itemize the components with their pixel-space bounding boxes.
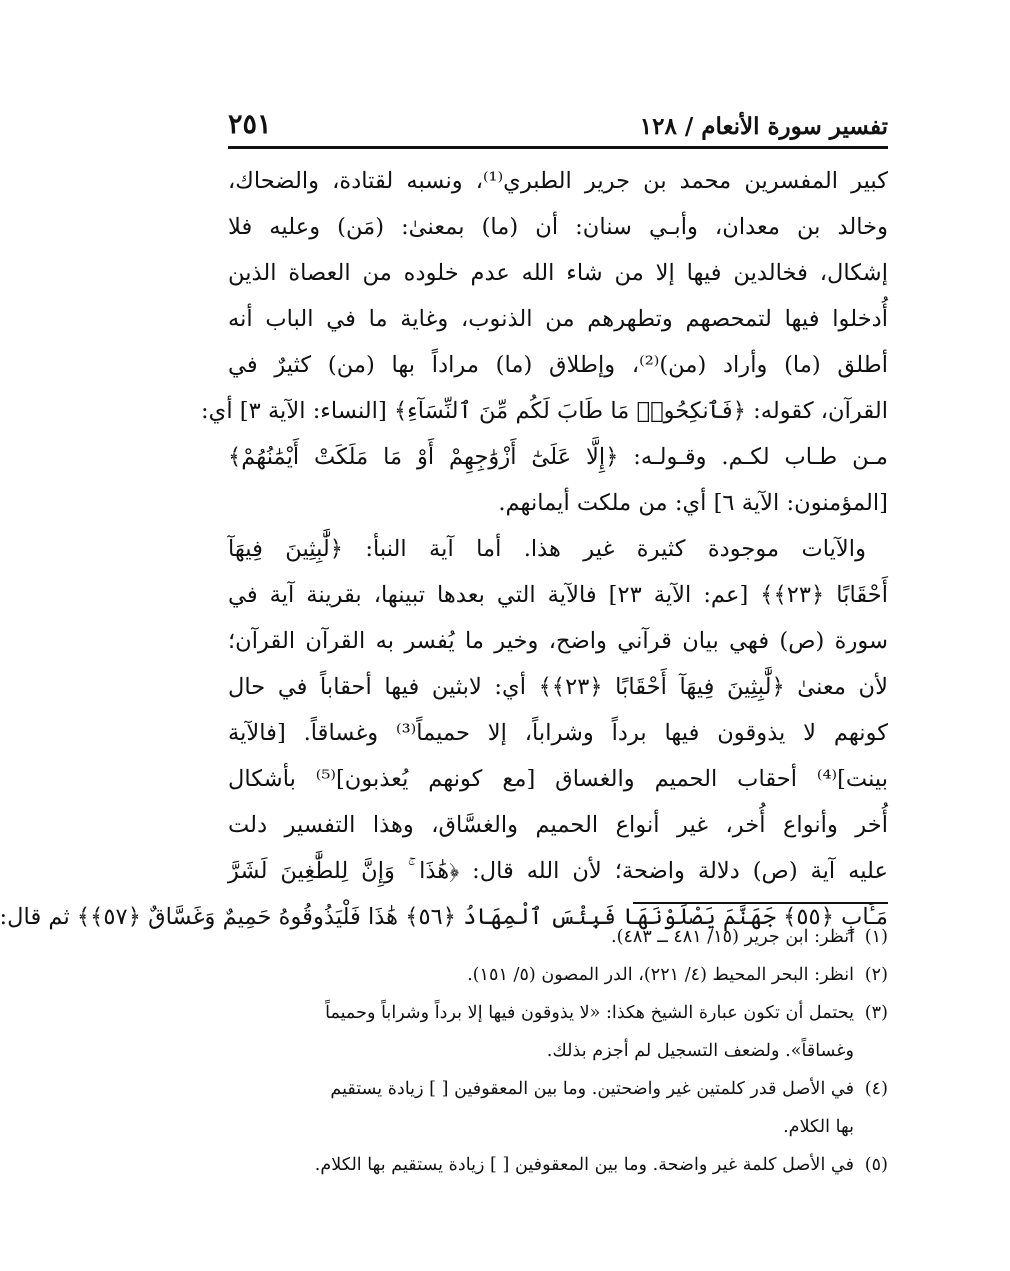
- footnote-number: (٢): [864, 965, 888, 985]
- text-line: القرآن، كقوله: ﴿فَٱنكِحُوا۟ مَا طَابَ لَكُم مِّنَ ٱلنِّسَآءِ﴾ [النساء: الآية ٣] أي:: [201, 398, 888, 424]
- text-line: مـن طـاب لكـم. وقـولـه: ﴿إِلَّا عَلَىٰٓ أَزْوَٰجِهِمْ أَوْ مَا مَلَكَتْ أَيْمَٰنُهُمْ﴾: [228, 444, 888, 470]
- footnote-4-continued: بها الكلام.: [783, 1117, 854, 1137]
- text-line: مَـَٔابٍ ﴿٥٥﴾ جَهَنَّمَ يَصْلَوْنَهَا فَبِئْسَ ٱلْمِهَادُ ﴿٥٦﴾ هَٰذَا فَلْيَذُوقُوهُ حَمِيمٌ وَغَسَّاقٌ ﴿٥٧﴾﴾ ثم قال:: [0, 904, 888, 930]
- text-line: عليه آية (ص) دلالة واضحة؛ لأن الله قال: ﴿هَٰذَا ۚ وَإِنَّ لِلطَّٰغِينَ لَشَرَّ: [228, 858, 888, 884]
- page-header: [228, 96, 888, 140]
- text-line: سورة (ص) فهي بيان قرآني واضح، وخير ما يُفسر به القرآن القرآن؛: [228, 628, 888, 654]
- text-line: بينت]⁽⁴⁾ أحقاب الحميم والغساق [مع كونهم يُعذبون]⁽⁵⁾ بأشكال: [228, 766, 888, 792]
- footnotes: [228, 918, 888, 1184]
- text-line: إشكال، فخالدين فيها إلا من شاء الله عدم خلوده من العصاة الذين: [228, 260, 888, 286]
- footnote-text: في الأصل كلمة غير واضحة. وما بين المعقوفين [ ] زيادة يستقيم بها الكلام.: [314, 1155, 854, 1175]
- footnote-text: انظر: البحر المحيط (٤/ ٢٢١)، الدر المصون (٥/ ١٥١).: [467, 965, 854, 985]
- footnote-text: يحتمل أن تكون عبارة الشيخ هكذا: «لا يذوقون فيها إلا برداً وشراباً وحميماً: [325, 1003, 854, 1023]
- text-line: [المؤمنون: الآية ٦] أي: من ملكت أيمانهم.: [498, 490, 888, 516]
- text-line: والآيات موجودة كثيرة غير هذا. أما آية النبأ: ﴿لَّٰبِثِينَ فِيهَآ: [228, 536, 866, 562]
- text-line: كبير المفسرين محمد بن جرير الطبري⁽¹⁾، ونسبه لقتادة، والضحاك،: [228, 168, 888, 194]
- footnote-number: (٤): [864, 1079, 888, 1099]
- footnote-separator: [633, 902, 888, 904]
- text-line: لأن معنىٰ ﴿لَّٰبِثِينَ فِيهَآ أَحْقَابًا ﴿٢٣﴾﴾ أي: لابثين فيها أحقاباً في حال: [228, 674, 889, 700]
- main-text: [0, 158, 889, 940]
- text-line: أطلق (ما) وأراد (من)⁽²⁾، وإطلاق (ما) مراداً بها (من) كثيرٌ في: [228, 352, 888, 378]
- footnote-text: في الأصل قدر كلمتين غير واضحتين. وما بين المعقوفين [ ] زيادة يستقيم: [330, 1079, 854, 1099]
- footnote-number: (٣): [864, 1003, 888, 1023]
- footnote-text: انظر: ابن جرير (١٥/ ٤٨١ ــ ٤٨٣).: [611, 927, 854, 947]
- text-line: أُخر وأنواع أُخر، غير أنواع الحميم والغسَّاق، وهذا التفسير دلت: [228, 812, 888, 838]
- footnote-number: (١): [864, 927, 888, 947]
- header-rule: [228, 146, 888, 149]
- text-line: أَحْقَابًا ﴿٢٣﴾﴾ [عم: الآية ٢٣] فالآية التي بعدها تبينها، بقرينة آية في: [228, 582, 888, 608]
- footnote-5: [228, 1146, 888, 1184]
- text-line: كونهم لا يذوقون فيها برداً وشراباً، إلا حميماً⁽³⁾ وغساقاً. [فالآية: [228, 720, 888, 746]
- footnote-1: [228, 918, 888, 956]
- footnote-number: (٥): [864, 1155, 888, 1175]
- footnote-2: [228, 956, 888, 994]
- text-line: أُدخلوا فيها لتمحصهم وتطهرهم من الذنوب، وغاية ما في الباب أنه: [228, 306, 888, 332]
- footnote-4: [228, 1070, 888, 1108]
- page-number: ٢٥١: [228, 109, 272, 140]
- text-line: وخالد بن معدان، وأبـي سنان: أن (ما) بمعنىٰ: (مَن) وعليه فلا: [228, 214, 888, 240]
- footnote-3: [228, 994, 888, 1032]
- footnote-3-continued: وغساقاً». ولضعف التسجيل لم أجزم بذلك.: [546, 1041, 854, 1061]
- running-title: تفسير سورة الأنعام / ١٢٨: [639, 113, 888, 140]
